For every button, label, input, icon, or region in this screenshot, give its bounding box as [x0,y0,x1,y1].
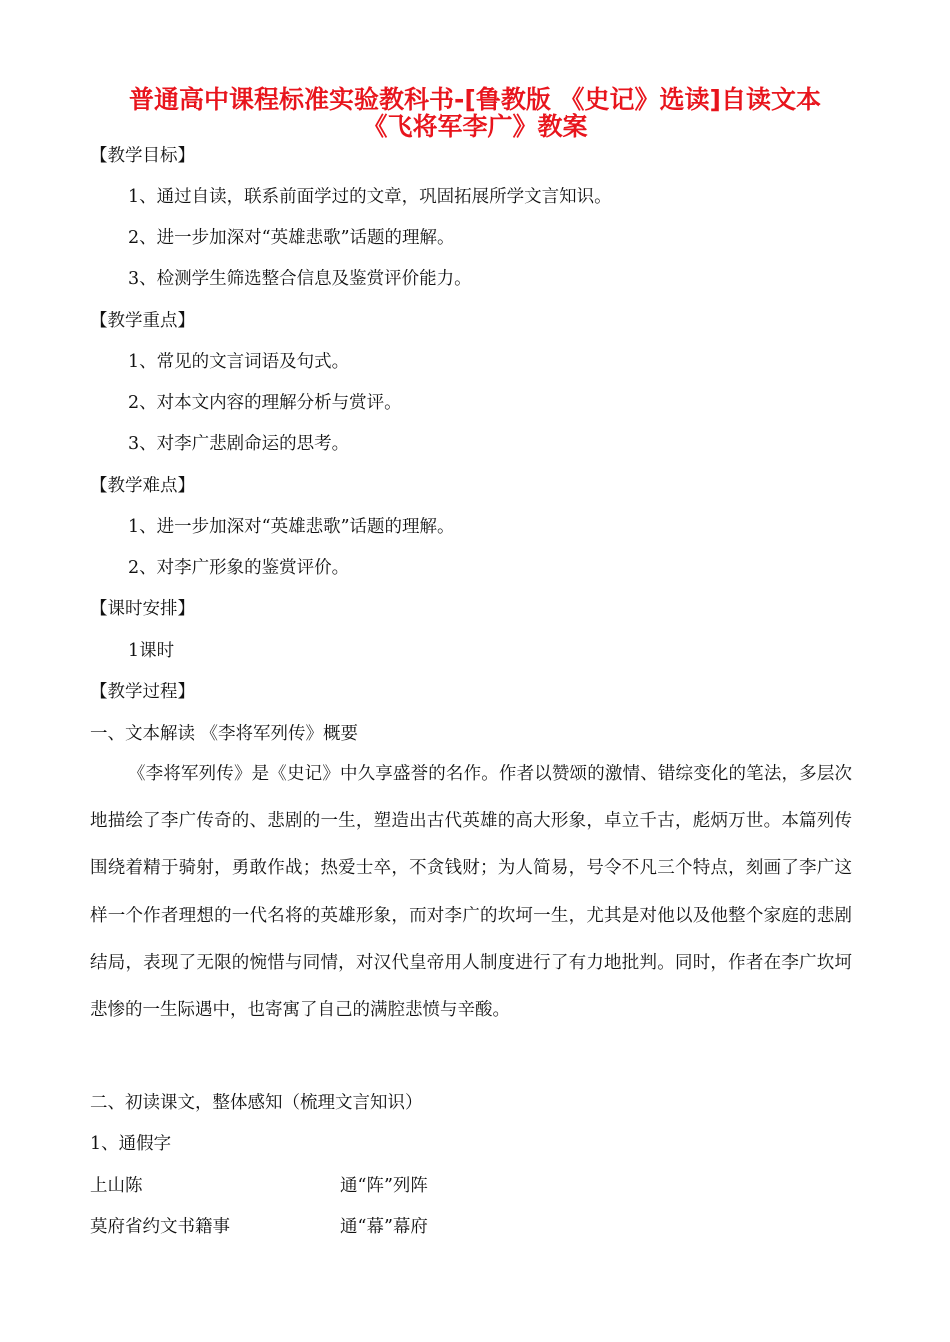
schedule-heading: 【课时安排】 [90,599,195,619]
process-heading: 【教学过程】 [90,682,195,702]
objective-item-3: 3、检测学生筛选整合信息及鉴赏评价能力。 [128,269,472,289]
section1-paragraph: 《李将军列传》是《史记》中久享盛誉的名作。作者以赞颂的激情、错综变化的笔法，多层次地描绘了李广传奇的、悲剧的一生，塑造出古代英雄的高大形象，卓立千古，彪炳万世。本篇列传围绕着精于骑射，勇敢作战；热爱士卒，不贪钱财；为人简易，号令不凡三个特点，刻画了李广这样一个作者理想的一代名将的英雄形象，而对李广的坎坷一生，尤其是对他以及他整个家庭的悲剧结局，表现了无限的惋惜与同情，对汉代皇帝用人制度进行了有力地批判。同时，作者在李广坎坷悲惨的一生际遇中，也寄寓了自己的满腔悲愤与辛酸。 [90,764,852,1021]
section1-title: 一、文本解读 《李将军列传》概要 [90,724,359,744]
key-point-item-3: 3、对李广悲剧命运的思考。 [128,434,350,454]
subsection1-title: 1、通假字 [90,1134,172,1154]
difficulty-item-2: 2、对李广形象的鉴赏评价。 [128,558,350,578]
difficulties-heading: 【教学难点】 [90,476,195,496]
tongjiazi-sentence-1: 上山陈 [90,1176,143,1196]
tongjiazi-note-1: 通“阵”列阵 [340,1176,428,1196]
document-title-line2: 《飞将军李广》教案 [362,112,588,141]
document-title-line1: 普通高中课程标准实验教科书-[鲁教版 《史记》选读]自读文本 [129,85,821,114]
key-point-item-2: 2、对本文内容的理解分析与赏评。 [128,393,402,413]
tongjiazi-note-2: 通“幕”幕府 [340,1217,428,1237]
schedule-value: 1课时 [128,641,175,661]
key-points-heading: 【教学重点】 [90,311,195,331]
difficulty-item-1: 1、进一步加深对“英雄悲歌”话题的理解。 [128,517,455,537]
objective-item-2: 2、进一步加深对“英雄悲歌”话题的理解。 [128,228,455,248]
key-point-item-1: 1、常见的文言词语及句式。 [128,352,350,372]
objectives-heading: 【教学目标】 [90,146,195,166]
section2-title: 二、初读课文，整体感知（梳理文言知识） [90,1093,423,1113]
tongjiazi-sentence-2: 莫府省约文书籍事 [90,1217,230,1237]
objective-item-1: 1、通过自读，联系前面学过的文章，巩固拓展所学文言知识。 [128,187,612,207]
